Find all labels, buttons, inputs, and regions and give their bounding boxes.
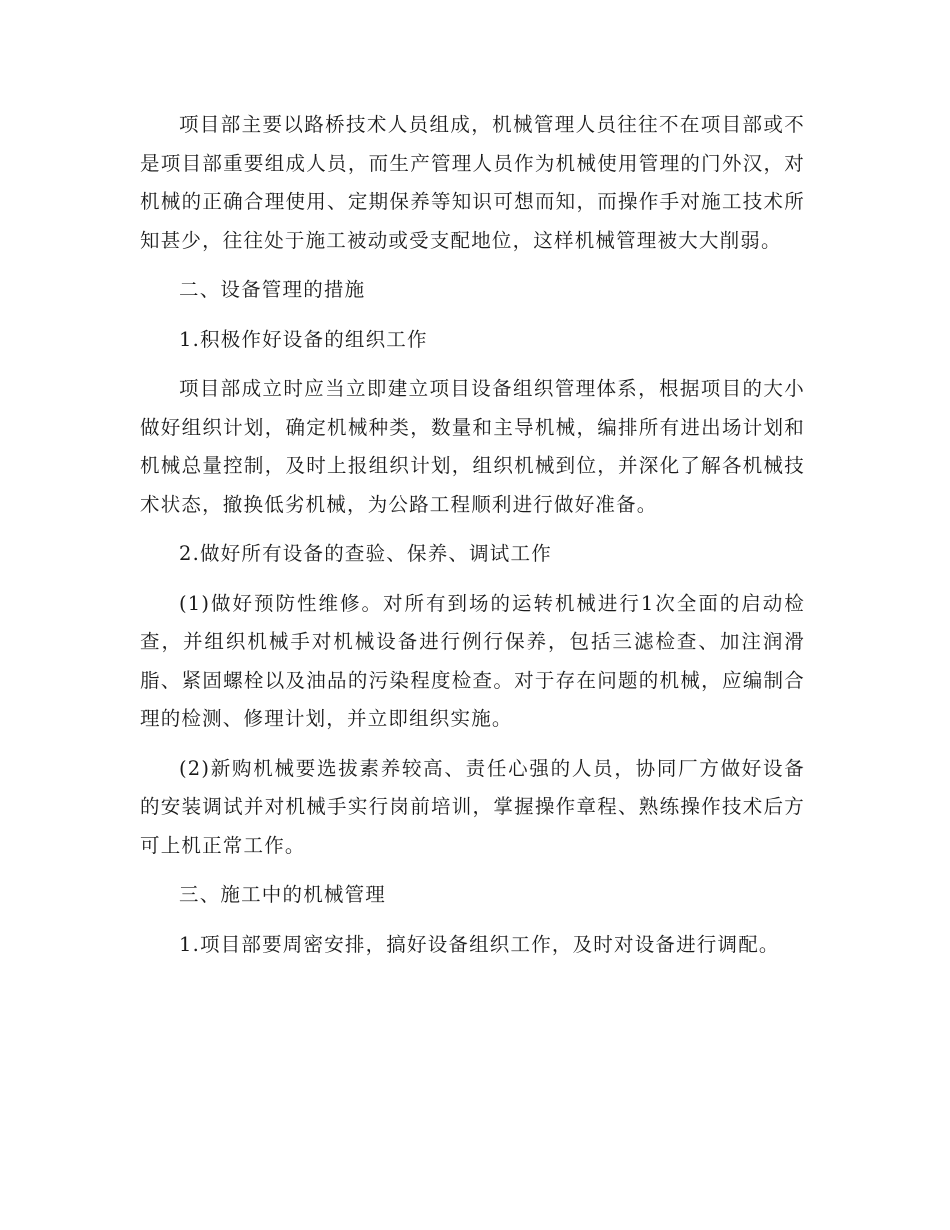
document-body [140, 106, 805, 975]
section-heading-construction-management: 三、施工中的机械管理 [179, 883, 387, 906]
subheading-inspection-maintenance: 2.做好所有设备的查验、保养、调试工作 [179, 542, 552, 565]
paragraph-organization-system: 项目部成立时应当立即建立项目设备组织管理体系，根据项目的大小做好组织计划，确定机械种类，数量和主导机械，编排所有进出场计划和机械总量控制，及时上报组织计划，组织机械到位，并深化了解各机械技术状态，撤换低劣机械，为公路工程顺利进行做好准备。 [140, 377, 805, 516]
paragraph-scheduling: 1.项目部要周密安排，搞好设备组织工作，及时对设备进行调配。 [179, 932, 780, 956]
section-heading-equipment-measures: 二、设备管理的措施 [179, 278, 366, 301]
paragraph-new-machinery: (2)新购机械要选拔素养较高、责任心强的人员，协同厂方做好设备的安装调试并对机械手实行岗前培训，掌握操作章程、熟练操作技术后方可上机正常工作。 [140, 756, 805, 857]
subheading-organization-work: 1.积极作好设备的组织工作 [179, 327, 428, 351]
paragraph-personnel-composition: 项目部主要以路桥技术人员组成，机械管理人员往往不在项目部或不是项目部重要组成人员，而生产管理人员作为机械使用管理的门外汉，对机械的正确合理使用、定期保养等知识可想而知，而操作手对施工技术所知甚少，往往处于施工被动或受支配地位，这样机械管理被大大削弱。 [140, 113, 805, 252]
paragraph-preventive-maintenance: (1)做好预防性维修。对所有到场的运转机械进行1次全面的启动检查，并组织机械手对机械设备进行例行保养，包括三滤检查、加注润滑脂、紧固螺栓以及油品的污染程度检查。对于存在问题的机械，应编制合理的检测、修理计划，并立即组织实施。 [140, 591, 805, 730]
